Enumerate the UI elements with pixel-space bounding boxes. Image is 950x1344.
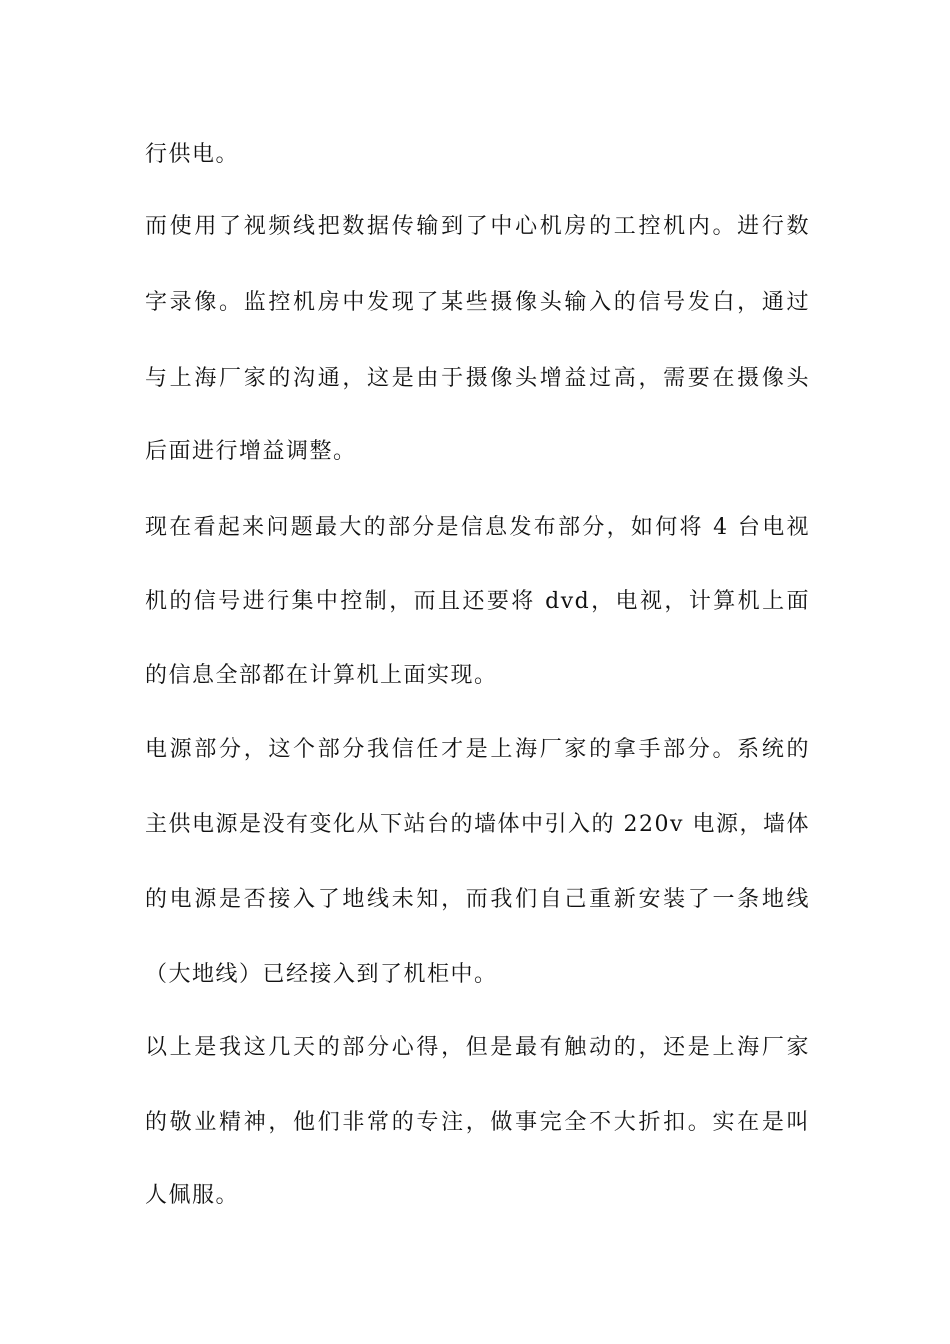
text-line: 电源部分，这个部分我信任才是上海厂家的拿手部分。系统的: [145, 737, 810, 762]
text-line: 主供电源是没有变化从下站台的墙体中引入的 220v 电源，墙体: [145, 812, 810, 837]
text-line: 现在看起来问题最大的部分是信息发布部分，如何将 4 台电视: [145, 515, 810, 540]
text-line: 的信息全部都在计算机上面实现。: [145, 663, 498, 688]
text-line: （大地线）已经接入到了机柜中。: [145, 962, 498, 987]
text-line: 人佩服。: [145, 1183, 240, 1208]
text-line: 而使用了视频线把数据传输到了中心机房的工控机内。进行数: [145, 214, 810, 239]
text-line: 后面进行增益调整。: [145, 439, 357, 464]
text-line: 的敬业精神，他们非常的专注，做事完全不大折扣。实在是叫: [145, 1110, 810, 1135]
text-line: 以上是我这几天的部分心得，但是最有触动的，还是上海厂家: [145, 1035, 810, 1060]
text-line: 字录像。监控机房中发现了某些摄像头输入的信号发白，通过: [145, 290, 810, 315]
text-line: 的电源是否接入了地线未知，而我们自己重新安装了一条地线: [145, 887, 810, 912]
text-line: 与上海厂家的沟通，这是由于摄像头增益过高，需要在摄像头: [145, 366, 810, 391]
text-line: 机的信号进行集中控制，而且还要将 dvd，电视，计算机上面: [145, 589, 810, 614]
text-line: 行供电。: [145, 142, 240, 167]
